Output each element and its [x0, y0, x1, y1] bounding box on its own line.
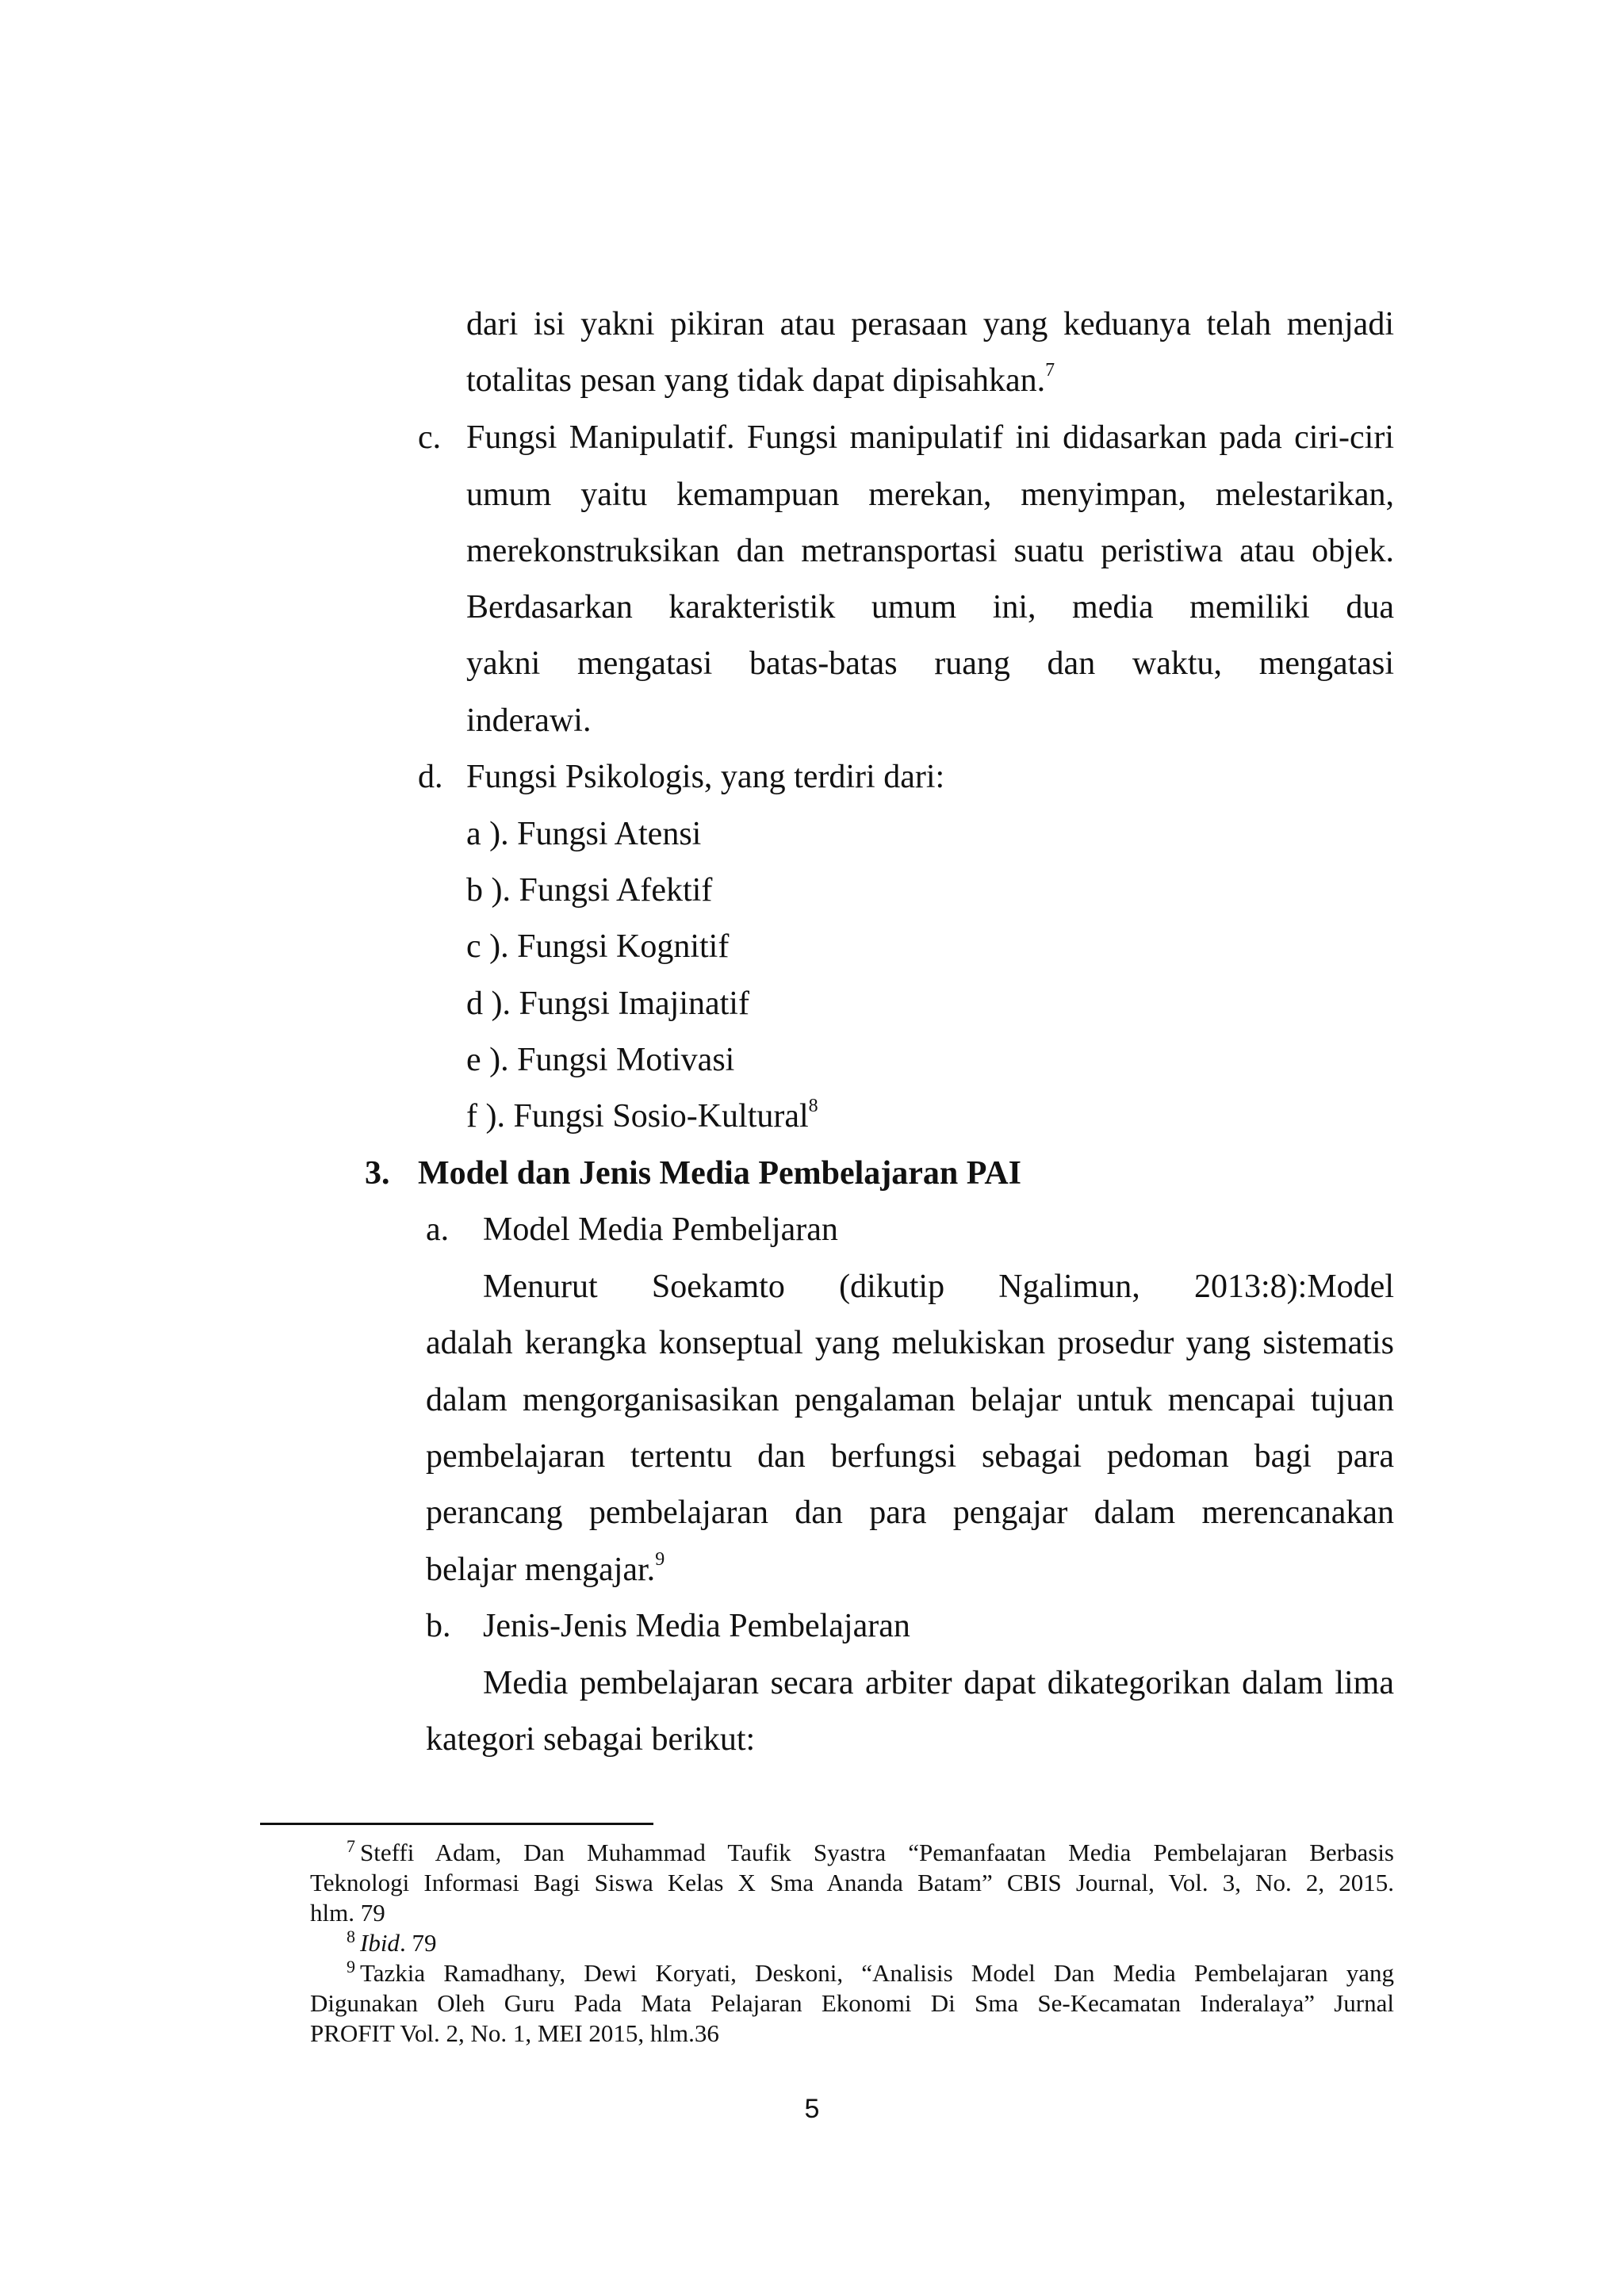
body-line: dari isi yakni pikiran atau perasaan yang keduanya telah menjadi — [466, 306, 1394, 342]
footnote-line: Teknologi Informasi Bagi Siswa Kelas X Sma Ananda Batam” CBIS Journal, Vol. 3, No. 2, 2015. — [310, 1869, 1394, 1896]
list-marker: d. — [418, 759, 443, 795]
body-line: yakni mengatasi batas-batas ruang dan waktu, mengatasi — [466, 645, 1394, 682]
list-marker: a. — [426, 1211, 450, 1248]
body-line — [466, 358, 1055, 403]
sub-list-item: a ). Fungsi Atensi — [466, 816, 702, 852]
footnote-line: Digunakan Oleh Guru Pada Mata Pelajaran Ekonomi Di Sma Se-Kecamatan Inderalaya” Jurnal — [310, 1989, 1394, 2017]
footnote-line — [347, 1928, 436, 1958]
body-line: perancang pembelajaran dan para pengajar dalam merencanakan — [426, 1494, 1394, 1531]
footnote-ref: 8 — [808, 1096, 818, 1116]
body-line: pembelajaran tertentu dan berfungsi sebagai pedoman bagi para — [426, 1438, 1394, 1475]
footnote-ref: 9 — [655, 1549, 665, 1570]
footnote-number: 7 — [347, 1838, 355, 1856]
footnote-number: 8 — [347, 1926, 355, 1946]
footnote-line — [347, 1838, 1394, 1868]
footnote-text: . 79 — [399, 1929, 437, 1957]
footnote-line: hlm. 79 — [310, 1899, 385, 1927]
body-line — [426, 1548, 665, 1592]
footnote-separator — [260, 1823, 653, 1825]
sub-list-item: c ). Fungsi Kognitif — [466, 928, 730, 965]
list-marker: b. — [426, 1608, 451, 1644]
body-line: kategori sebagai berikut: — [426, 1721, 756, 1758]
footnote-number: 9 — [347, 1958, 355, 1976]
sub-list-item — [466, 1094, 818, 1138]
body-text: totalitas pesan yang tidak dapat dipisahkan. — [466, 362, 1046, 399]
body-line: inderawi. — [466, 702, 592, 739]
footnote-italic: Ibid — [360, 1929, 400, 1957]
sub-list-item: e ). Fungsi Motivasi — [466, 1042, 735, 1078]
list-marker: c. — [418, 419, 442, 456]
footnote-ref: 7 — [1045, 360, 1055, 381]
body-line: Fungsi Manipulatif. Fungsi manipulatif ini didasarkan pada ciri-ciri — [466, 419, 1394, 456]
body-line: Menurut Soekamto (dikutip Ngalimun, 2013:8):Model — [483, 1269, 1394, 1305]
body-line: Fungsi Psikologis, yang terdiri dari: — [466, 759, 945, 795]
section-number: 3. — [365, 1155, 390, 1192]
body-line: umum yaitu kemampuan merekan, menyimpan, melestarikan, — [466, 476, 1394, 513]
subsection-title: Jenis-Jenis Media Pembelajaran — [483, 1608, 910, 1644]
footnote-line — [347, 1958, 1394, 1988]
body-line: merekonstruksikan dan metransportasi suatu peristiwa atau objek. — [466, 533, 1394, 569]
body-line: adalah kerangka konseptual yang melukiskan prosedur yang sistematis — [426, 1325, 1394, 1361]
body-line: Media pembelajaran secara arbiter dapat dikategorikan dalam lima — [483, 1665, 1394, 1701]
subsection-title: Model Media Pembeljaran — [483, 1211, 838, 1248]
sub-list-item: d ). Fungsi Imajinatif — [466, 985, 749, 1022]
section-heading: Model dan Jenis Media Pembelajaran PAI — [418, 1155, 1022, 1192]
body-text: belajar mengajar. — [426, 1552, 656, 1588]
body-line: dalam mengorganisasikan pengalaman belajar untuk mencapai tujuan — [426, 1382, 1394, 1418]
footnote-text: Steffi Adam, Dan Muhammad Taufik Syastra “Pemanfaatan Media Pembelajaran Berbasis — [360, 1839, 1394, 1866]
footnote-text: Tazkia Ramadhany, Dewi Koryati, Deskoni, “Analisis Model Dan Media Pembelajaran yang — [360, 1959, 1394, 1987]
footnote-line: PROFIT Vol. 2, No. 1, MEI 2015, hlm.36 — [310, 2019, 719, 2047]
page-number: 5 — [804, 2094, 820, 2124]
body-line: Berdasarkan karakteristik umum ini, media memiliki dua — [466, 589, 1394, 626]
sub-list-text: f ). Fungsi Sosio-Kultural — [466, 1098, 809, 1135]
sub-list-item: b ). Fungsi Afektif — [466, 872, 713, 909]
